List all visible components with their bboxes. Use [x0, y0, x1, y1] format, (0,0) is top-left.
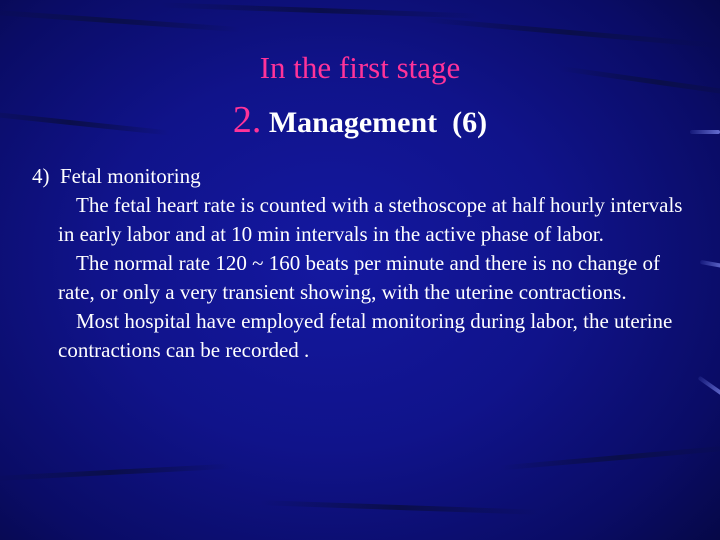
slide-body	[32, 162, 692, 365]
background-streak	[260, 500, 540, 515]
paragraph-text: The normal rate 120 ~ 160 beats per minute and there is no change of rate, or only a very transient showing, with the uterine contractions.	[58, 251, 661, 304]
slide-title-line2	[0, 98, 720, 142]
slide-title-line1: In the first stage	[259, 50, 461, 85]
paragraph	[32, 307, 692, 365]
section-heading: 4) Fetal monitoring	[32, 164, 201, 188]
background-streak	[0, 9, 240, 32]
background-streak	[500, 445, 720, 471]
paragraph	[32, 191, 692, 249]
paragraph	[32, 249, 692, 307]
background-streak	[420, 17, 719, 48]
title-text: Management (6)	[268, 106, 488, 139]
paragraph-text: The fetal heart rate is counted with a stethoscope at half hourly intervals in early labor and at 10 min intervals in the active phase of labor.	[58, 193, 683, 246]
paragraph-text: Most hospital have employed fetal monitoring during labor, the uterine contractions can be recorded .	[58, 309, 673, 362]
title-number: 2.	[232, 99, 262, 141]
decorative-accent	[698, 376, 720, 396]
background-streak	[0, 464, 230, 482]
decorative-accent	[700, 260, 720, 268]
background-streak	[160, 2, 480, 18]
